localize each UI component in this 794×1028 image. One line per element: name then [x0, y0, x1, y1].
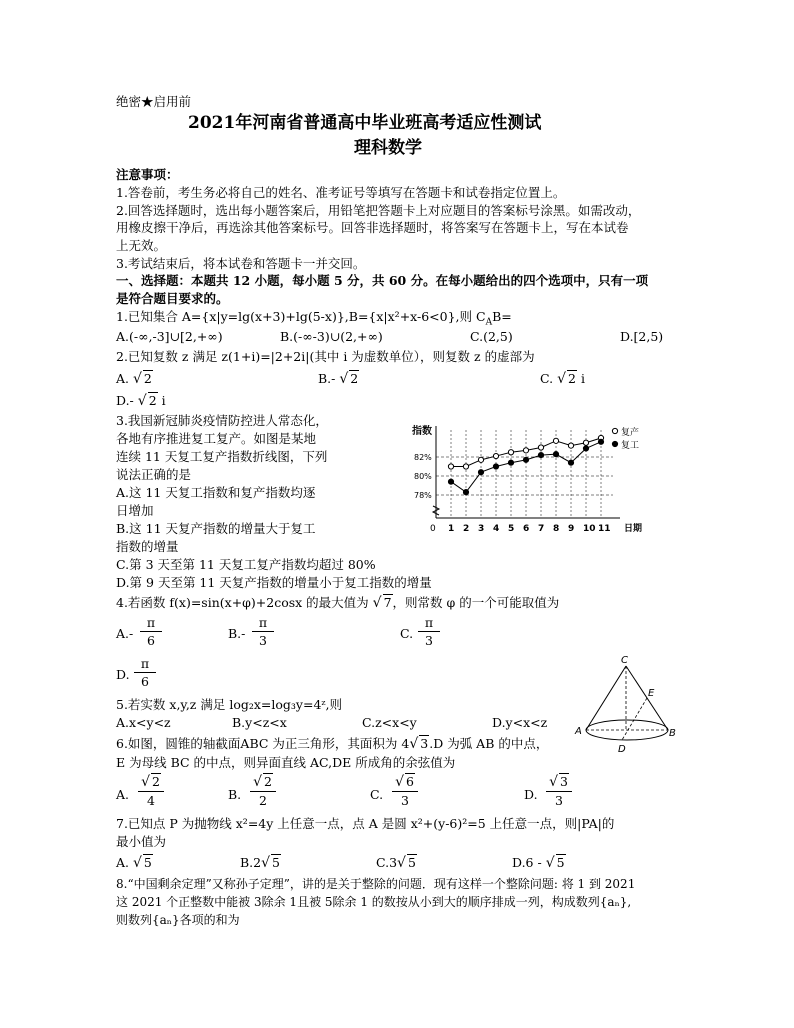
q1-option-a: A.(-∞,-3]∪[2,+∞)	[116, 329, 223, 344]
index-line-chart	[408, 418, 660, 536]
q5-option-a: A.x<y<z	[116, 715, 171, 730]
notice-item: 上无效。	[116, 238, 167, 253]
x-tick-label: 2	[463, 524, 470, 534]
series-point-0	[553, 438, 558, 443]
q7-stem-cont: 最小值为	[116, 834, 167, 849]
q6-option-b-fraction: $\frac{√ 2}{2}$	[250, 773, 276, 808]
notice-heading: 注意事项：	[116, 167, 179, 182]
x-tick-label: 8	[553, 524, 560, 534]
q3-option-a-cont: 日增加	[116, 503, 154, 518]
series-point-0	[493, 453, 498, 458]
series-point-1	[538, 453, 543, 458]
q2-stem: 2.已知复数 z 满足 z(1+i)=|2+2i|(其中 i 为虚数单位），则复数 z 的虚部为	[116, 349, 535, 364]
q4-option-d-label: D.	[116, 667, 130, 682]
q7-option-b: B.2√ 5	[240, 855, 280, 871]
x-tick-label: 6	[523, 524, 530, 534]
q7-option-c: C.3√ 5	[376, 855, 416, 871]
q6-option-d-label: D.	[524, 787, 538, 802]
section-heading-cont: 是符合题目要求的。	[116, 291, 229, 306]
notice-item: 3.考试结束后，将本试卷和答题卡一并交回。	[116, 256, 366, 271]
q1-option-c: C.(2,5)	[470, 329, 513, 344]
series-point-0	[508, 450, 513, 455]
x-tick-label: 1	[448, 524, 455, 534]
series-point-1	[598, 439, 603, 444]
series-point-0	[583, 440, 588, 445]
notice-item: 2.回答选择题时，选出每小题答案后，用铅笔把答题卡上对应题目的答案标号涂黑。如需改动，	[116, 203, 641, 218]
series-point-0	[523, 448, 528, 453]
x-tick-label: 4	[493, 524, 500, 534]
q6-stem-cont: E 为母线 BC 的中点，则异面直线 AC,DE 所成角的余弦值为	[116, 755, 456, 770]
legend-marker-fugong	[612, 441, 617, 446]
series-point-0	[568, 443, 573, 448]
legend-label-fugong: 复工	[621, 441, 640, 451]
x-tick-label: 10	[583, 524, 596, 534]
x-tick-label: 11	[598, 524, 611, 534]
q2-option-b: B.- √ 2	[318, 371, 359, 387]
q1-option-b: B.(-∞-3)∪(2,+∞)	[280, 329, 383, 344]
label-c: C	[621, 655, 628, 666]
notice-item: 用橡皮擦干净后，再选涂其他答案标号。回答非选择题时，将答案写在答题卡上，写在本试卷	[116, 220, 629, 235]
q7-stem: 7.已知点 P 为抛物线 x²=4y 上任意一点，点 A 是圆 x²+(y-6)²=5 上任意一点，则|PA|的	[116, 816, 615, 831]
series-point-1	[493, 464, 498, 469]
q4-option-c-label: C.	[400, 626, 414, 641]
q2-option-d: D.- √ 2 i	[116, 393, 166, 409]
q8-stem: 8.“中国剩余定理”又称孙子定理”，讲的是关于整除的问题．现有这样一个整除问题: 将 1 到 2021	[116, 877, 636, 891]
q8-stem-cont2: 则数列{aₙ}各项的和为	[116, 913, 240, 927]
q3-line: 3.我国新冠肺炎疫情防控进人常态化，	[116, 413, 328, 428]
series-point-0	[448, 464, 453, 469]
series-point-1	[553, 452, 558, 457]
series-point-1	[463, 490, 468, 495]
y-tick-label: 80%	[414, 472, 432, 481]
q2-option-c: C. √ 2 i	[540, 371, 585, 387]
q7-option-d: D.6 - √ 5	[512, 855, 565, 871]
label-b: B	[669, 728, 676, 739]
label-a: A	[575, 726, 582, 737]
q3-option-b: B.这 11 天复产指数的增量大于复工	[116, 521, 316, 536]
x-tick-label: 5	[508, 524, 515, 534]
q3-option-b-cont: 指数的增量	[116, 539, 179, 554]
series-point-1	[448, 479, 453, 484]
label-e: E	[648, 688, 655, 699]
section-heading: 一、选择题：本题共 12 小题，每小题 5 分，共 60 分。在每小题给出的四个选项中，只有一项	[116, 273, 649, 288]
legend-marker-fuchan	[612, 428, 617, 433]
q3-option-d: D.第 9 天至第 11 天复产指数的增量小于复工指数的增量	[116, 575, 432, 590]
x-tick-label: 3	[478, 524, 485, 534]
legend-label-fuchan: 复产	[621, 428, 640, 438]
label-d: D	[618, 744, 626, 755]
q6-option-a-fraction: $\frac{√ 2}{4}$	[138, 773, 164, 808]
q4-option-a-fraction: $\frac{\pi}{6}$	[140, 615, 162, 648]
y-tick-label: 78%	[414, 491, 432, 500]
series-point-1	[583, 446, 588, 451]
q4-option-d-fraction: $\frac{\pi}{6}$	[134, 656, 156, 689]
q2-option-a: A. √ 2	[116, 371, 152, 387]
series-point-1	[523, 457, 528, 462]
x-tick-label: 7	[538, 524, 545, 534]
series-point-0	[538, 445, 543, 450]
q6-option-c-fraction: $\frac{√ 6}{3}$	[392, 773, 418, 808]
q3-line: 说法正确的是	[116, 467, 192, 482]
x-tick-label: 9	[568, 524, 575, 534]
exam-subtitle: 理科数学	[354, 138, 422, 158]
q6-option-d-fraction: $\frac{√ 3}{3}$	[546, 773, 572, 808]
cone-figure	[572, 652, 680, 756]
chart-origin: 0	[430, 524, 436, 534]
series-point-1	[478, 470, 483, 475]
q6-option-c-label: C.	[370, 787, 384, 802]
q4-option-a-label: A.-	[116, 626, 134, 641]
q4-option-b-fraction: $\frac{\pi}{3}$	[252, 615, 274, 648]
q5-option-d: D.y<x<z	[492, 715, 548, 730]
secret-label: 绝密★启用前	[116, 94, 192, 109]
q5-option-c: C.z<x<y	[362, 715, 417, 730]
q3-option-a: A.这 11 天复工指数和复产指数均逐	[116, 485, 316, 500]
axis-break	[433, 506, 439, 515]
q1-option-d: D.[2,5)	[620, 329, 664, 344]
q7-option-a: A. √ 5	[116, 855, 152, 871]
series-point-1	[568, 460, 573, 465]
q4-option-b-label: B.-	[228, 626, 246, 641]
q4-stem: 4.若函数 f(x)=sin(x+φ)+2cosx 的最大值为 √ 7，则常数 φ 的一个可能取值为	[116, 595, 560, 611]
exam-title: 2021年河南省普通高中毕业班高考适应性测试	[188, 113, 542, 133]
q6-option-b-label: B.	[228, 787, 242, 802]
series-point-0	[463, 464, 468, 469]
q5-option-b: B.y<z<x	[232, 715, 287, 730]
q6-option-a-label: A.	[116, 787, 130, 802]
q4-option-c-fraction: $\frac{\pi}{3}$	[418, 615, 440, 648]
q1-stem: 1.已知集合 A={x|y=lg(x+3)+lg(5-x)},B={x|x²+x-6<0},则 $C_AB=$	[116, 309, 512, 328]
y-tick-label: 82%	[414, 453, 432, 462]
chart-xlabel: 日期	[624, 524, 643, 534]
q3-option-c: C.第 3 天至第 11 天复工复产指数均超过 80%	[116, 557, 376, 572]
q6-stem: 6.如图，圆锥的轴截面ABC 为正三角形，其面积为 4√ 3.D 为弧 AB 的中点，	[116, 736, 549, 752]
q8-stem-cont: 这 2021 个正整数中能被 3除余 1且被 5除余 1 的数按从小到大的顺序排成一列，构成数列{aₙ},	[116, 895, 632, 909]
q3-line: 各地有序推进复工复产。如图是某地	[116, 431, 317, 446]
q3-line: 连续 11 天复工复产指数折线图，下列	[116, 449, 328, 464]
series-point-1	[508, 460, 513, 465]
chart-ylabel: 指数	[412, 426, 432, 437]
series-point-0	[478, 457, 483, 462]
q5-stem: 5.若实数 x,y,z 满足 log₂x=log₃y=4ᶻ,则	[116, 697, 343, 712]
notice-item: 1.答卷前，考生务必将自己的姓名、准考证号等填写在答题卡和试卷指定位置上。	[116, 185, 566, 200]
